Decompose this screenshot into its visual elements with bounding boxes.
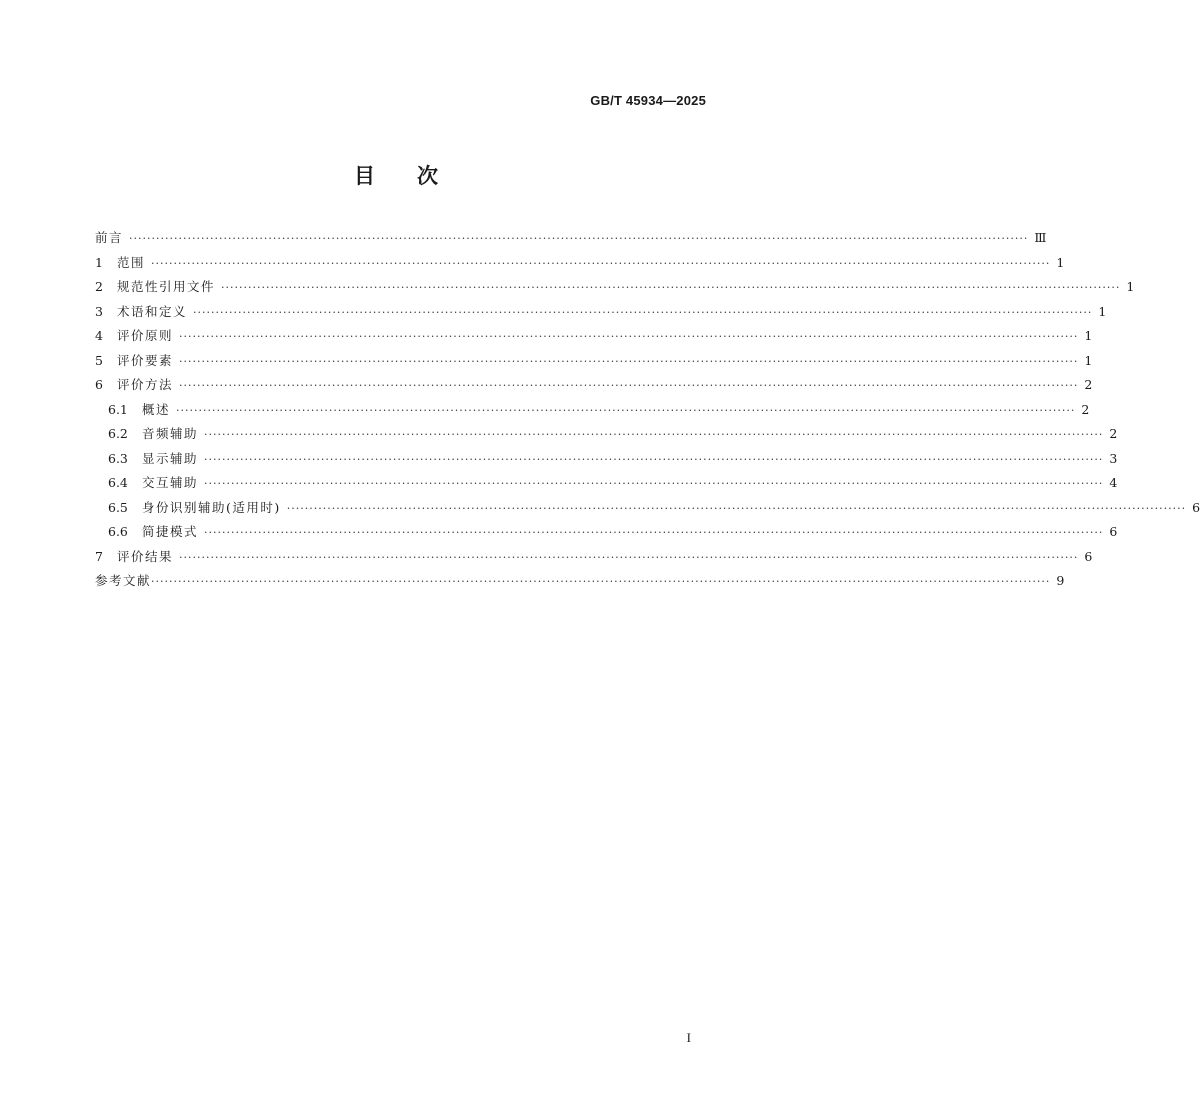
toc-dot-leader: ········································································································································································································ xyxy=(204,452,1104,466)
toc-entry[interactable] xyxy=(95,302,1107,327)
toc-entry[interactable] xyxy=(95,228,1047,253)
standard-number: GB/T 45934—2025 xyxy=(590,93,706,108)
toc-dot-leader: ········································································································································································································ xyxy=(221,281,1121,294)
toc-entry-page: 1 xyxy=(1098,303,1107,319)
toc-entry-number: 6.5 xyxy=(108,499,128,515)
toc-entry-number: 7 xyxy=(95,548,103,564)
toc-entry-page: 2 xyxy=(1109,426,1118,441)
toc-entry-page: 1 xyxy=(1056,254,1065,270)
toc-dot-leader: ········································································································································································································ xyxy=(179,550,1079,564)
toc-dot-leader: ········································································································································································································ xyxy=(204,526,1104,539)
toc-dot-leader: ········································································································································································································ xyxy=(176,403,1076,417)
toc-entry-number: 3 xyxy=(95,303,103,319)
toc-entry[interactable] xyxy=(95,351,1093,376)
toc-entry[interactable] xyxy=(95,473,1118,498)
toc-entry-page: Ⅲ xyxy=(1034,230,1047,245)
toc-entry[interactable] xyxy=(95,400,1090,425)
toc-entry[interactable] xyxy=(95,277,1135,302)
toc-dot-leader: ········································································································································································································ xyxy=(204,477,1104,490)
toc-entry-title: 身份识别辅助(适用时) xyxy=(142,499,281,515)
toc-dot-leader: ········································································································································································································ xyxy=(204,428,1104,441)
toc-entry-number: 1 xyxy=(95,254,103,270)
toc-entry[interactable] xyxy=(95,449,1118,474)
toc-entry[interactable] xyxy=(95,375,1093,400)
toc-entry-number: 4 xyxy=(95,328,103,343)
toc-entry-page: 6 xyxy=(1109,524,1118,539)
toc-entry-title: 评价要素 xyxy=(117,352,174,368)
toc-entry-title: 前言 xyxy=(95,230,124,245)
toc-dot-leader: ········································································································································································································ xyxy=(286,501,1187,515)
toc-entry-title: 音频辅助 xyxy=(142,426,199,441)
toc-entry[interactable] xyxy=(95,498,1200,523)
toc-entry-title: 范围 xyxy=(117,254,146,270)
toc-entry-title: 交互辅助 xyxy=(142,475,199,490)
toc-dot-leader: ········································································································································································································ xyxy=(129,232,1029,245)
toc-dot-leader: ········································································································································································································ xyxy=(151,256,1051,270)
toc-dot-leader: ········································································································································································································ xyxy=(179,330,1079,343)
toc-entry[interactable] xyxy=(95,424,1118,449)
toc-entry-title: 参考文献 xyxy=(95,573,152,588)
toc-entry-page: 4 xyxy=(1109,475,1118,490)
toc-dot-leader: ········································································································································································································ xyxy=(179,379,1079,392)
toc-entry-page: 6 xyxy=(1084,548,1093,564)
toc-dot-leader: ········································································································································································································ xyxy=(151,575,1051,588)
toc-entry-page: 2 xyxy=(1081,401,1090,417)
toc-entry-title: 规范性引用文件 xyxy=(117,279,216,294)
toc-entry[interactable] xyxy=(95,522,1118,547)
table-of-contents xyxy=(95,228,1200,596)
toc-entry-number: 6.6 xyxy=(108,524,128,539)
toc-entry-number: 6.3 xyxy=(108,450,128,466)
toc-entry-number: 5 xyxy=(95,352,103,368)
toc-entry-title: 评价原则 xyxy=(117,328,174,343)
toc-entry[interactable] xyxy=(95,547,1093,572)
page-number: I xyxy=(686,1030,691,1045)
toc-entry[interactable] xyxy=(95,571,1065,596)
toc-entry-number: 6.4 xyxy=(108,475,128,490)
toc-entry-page: 9 xyxy=(1056,573,1065,588)
toc-entry-title: 评价结果 xyxy=(117,548,174,564)
toc-entry-number: 2 xyxy=(95,279,103,294)
toc-entry[interactable] xyxy=(95,326,1093,351)
toc-entry-title: 评价方法 xyxy=(117,377,174,392)
toc-entry-page: 3 xyxy=(1109,450,1118,466)
toc-dot-leader: ········································································································································································································ xyxy=(193,305,1093,319)
toc-entry-title: 显示辅助 xyxy=(142,450,199,466)
toc-entry-page: 2 xyxy=(1084,377,1093,392)
toc-entry-title: 概述 xyxy=(142,401,171,417)
toc-entry-number: 6.2 xyxy=(108,426,128,441)
toc-entry-number: 6.1 xyxy=(108,401,128,417)
toc-entry-page: 1 xyxy=(1126,279,1135,294)
toc-entry-page: 6 xyxy=(1192,499,1200,515)
toc-dot-leader: ········································································································································································································ xyxy=(179,354,1079,368)
toc-entry-page: 1 xyxy=(1084,352,1093,368)
toc-entry-page: 1 xyxy=(1084,328,1093,343)
toc-entry-title: 简捷模式 xyxy=(142,524,199,539)
page-title: 目 次 xyxy=(354,164,438,188)
toc-entry-title: 术语和定义 xyxy=(117,303,188,319)
toc-entry-number: 6 xyxy=(95,377,103,392)
toc-entry[interactable] xyxy=(95,253,1065,278)
